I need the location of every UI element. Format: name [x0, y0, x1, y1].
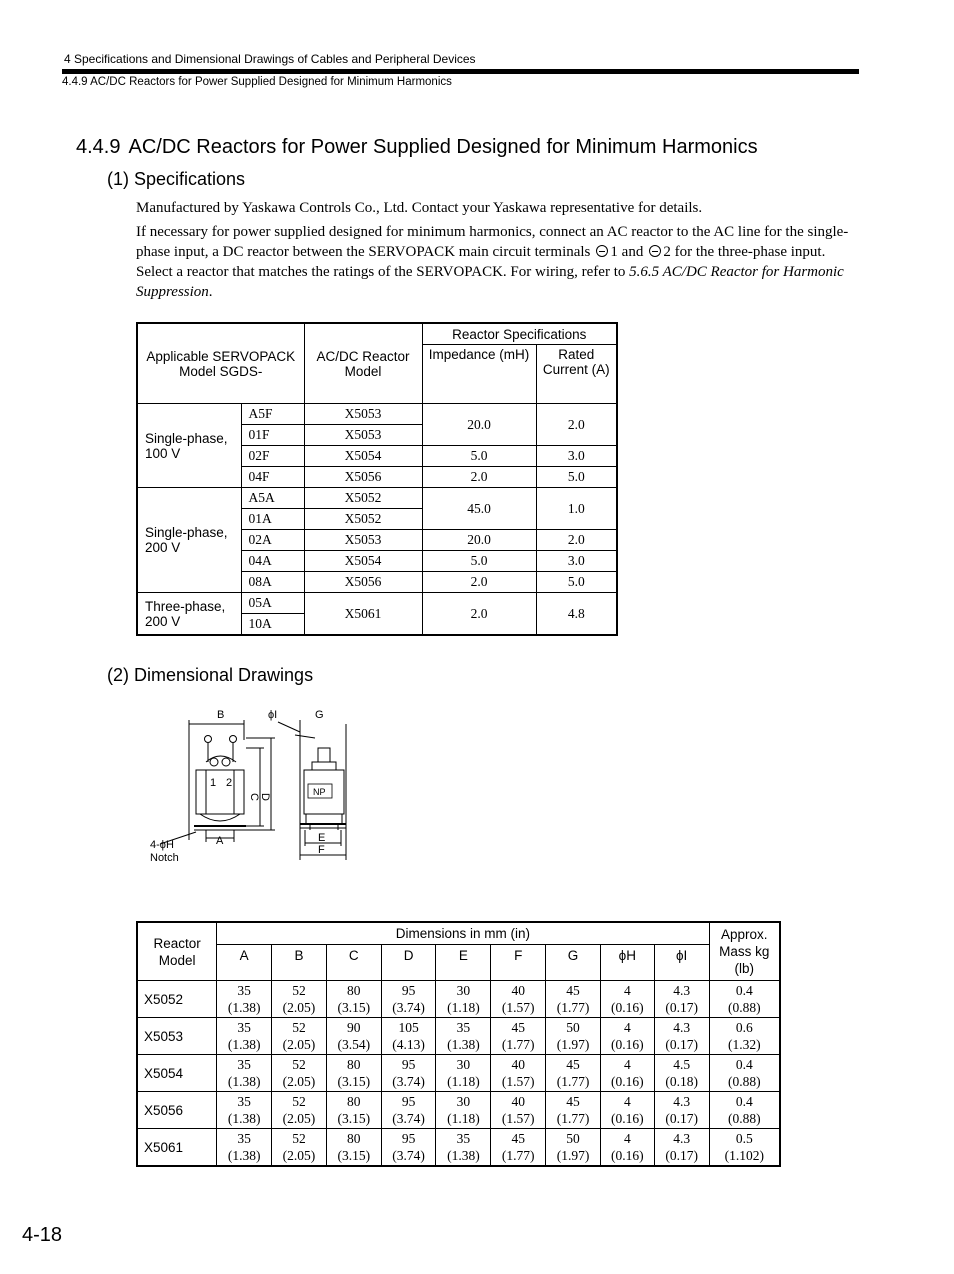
dim-label-c: C [248, 793, 260, 801]
dim-label-f: F [318, 844, 325, 856]
inch-value: (1.57) [501, 1111, 535, 1126]
dimension-cell [546, 1055, 601, 1092]
col-head-model: Applicable SERVOPACK Model SGDS- [137, 323, 304, 404]
impedance-cell: 2.0 [422, 467, 536, 488]
group-label: Single-phase, 200 V [137, 488, 241, 593]
mm-value: 40 [511, 1094, 525, 1109]
model-cell: 08A [241, 572, 304, 593]
col-head-reactor-model: Reactor Model [137, 922, 217, 981]
inch-value: (0.16) [611, 1037, 644, 1052]
inch-value: (3.74) [392, 1148, 425, 1163]
dim-label-g: G [315, 709, 324, 721]
dimension-cell [546, 981, 601, 1018]
dimension-cell [654, 1055, 709, 1092]
dimension-cell [491, 1092, 546, 1129]
mm-value: 35 [237, 1131, 251, 1146]
reactor-cell: X5052 [304, 488, 422, 509]
mm-value: 40 [511, 983, 525, 998]
specifications-heading: (1) Specifications [107, 169, 246, 189]
dim-label-e: E [318, 832, 326, 844]
section-number: 4.4.9 [76, 136, 121, 158]
dimension-cell [600, 1018, 654, 1055]
dimension-cell [217, 1129, 272, 1167]
table-row [137, 1018, 780, 1055]
mm-value: 4 [623, 983, 631, 998]
reactor-cell: X5056 [304, 467, 422, 488]
inch-value: (1.77) [556, 1074, 590, 1089]
mm-value: 4 [623, 1020, 631, 1035]
dim-label-d: D [259, 793, 271, 801]
mm-value: 4.3 [673, 983, 691, 998]
inch-value: (0.16) [611, 1148, 644, 1163]
mm-value: 35 [456, 1131, 471, 1146]
inch-value: (0.17) [665, 1037, 698, 1052]
dimension-cell [326, 1092, 381, 1129]
current-cell: 2.0 [536, 530, 617, 551]
inch-value: (1.38) [447, 1037, 480, 1052]
mm-value: 80 [347, 983, 361, 998]
inch-value: (1.77) [501, 1037, 535, 1052]
model-cell: 04F [241, 467, 304, 488]
mass-cell [709, 1129, 780, 1167]
inch-value: (1.57) [501, 1074, 535, 1089]
mm-value: 45 [566, 1057, 580, 1072]
inch-value: (0.17) [665, 1000, 698, 1015]
dimension-cell [326, 1055, 381, 1092]
col-head-specs: Reactor Specifications [422, 323, 617, 345]
dimension-cell [436, 1055, 491, 1092]
dimension-cell [272, 981, 327, 1018]
mm-value: 40 [511, 1057, 525, 1072]
mm-value: 30 [456, 1094, 471, 1109]
dimension-cell [436, 1092, 491, 1129]
running-header-chapter: 4 Specifications and Dimensional Drawings of Cables and Peripheral Devices [64, 52, 476, 66]
dimension-cell [217, 1018, 272, 1055]
inch-value: (3.15) [337, 1148, 371, 1163]
reactor-cell: X5061 [304, 593, 422, 636]
dimension-cell [436, 1129, 491, 1167]
dim-label-a: A [216, 835, 224, 847]
section-title [76, 136, 758, 159]
mm-value: 50 [566, 1020, 580, 1035]
impedance-cell: 5.0 [422, 551, 536, 572]
mass-cell [709, 1018, 780, 1055]
reactor-cell: X5052 [304, 509, 422, 530]
mm-value: 45 [566, 983, 580, 998]
mm-value: 35 [456, 1020, 471, 1035]
mm-value: 52 [292, 1094, 306, 1109]
front-view [160, 720, 275, 844]
dim-label-phi-i: ϕI [268, 709, 278, 721]
inch-value: (0.17) [665, 1148, 698, 1163]
page-number: 4-18 [22, 1224, 63, 1246]
mm-value: 4.5 [673, 1057, 691, 1072]
col-head-dim: E [436, 945, 491, 981]
table-row [137, 1055, 780, 1092]
inch-value: (0.18) [665, 1074, 698, 1089]
col-head-dim: D [381, 945, 436, 981]
table-row [137, 1129, 780, 1167]
running-header-section: 4.4.9 AC/DC Reactors for Power Supplied Designed for Minimum Harmonics [62, 76, 452, 88]
model-cell: 04A [241, 551, 304, 572]
dimension-cell [600, 981, 654, 1018]
dimension-cell [491, 1018, 546, 1055]
para2-a: If necessary for power supplied designed for minimum harmonics, connect an AC reactor to the AC line for the single-phase input, a DC reactor between the SERVOPACK main circuit terminals [136, 224, 849, 260]
inch-value: (0.17) [665, 1111, 698, 1126]
hole-label: 4-ϕH [150, 839, 174, 851]
col-head-dim: C [326, 945, 381, 981]
col-head-dim: ϕH [600, 945, 654, 981]
reactor-cell: X5054 [304, 446, 422, 467]
mm-value: 105 [398, 1020, 419, 1035]
inch-value: (3.15) [337, 1000, 371, 1015]
dimension-cell [600, 1129, 654, 1167]
dimension-cell [272, 1129, 327, 1167]
dimension-cell [546, 1129, 601, 1167]
mm-value: 35 [237, 1094, 251, 1109]
lb-value: (0.88) [727, 1111, 761, 1126]
current-cell: 1.0 [536, 488, 617, 530]
inch-value: (0.16) [611, 1074, 644, 1089]
dimension-cell [272, 1092, 327, 1129]
mass-cell [709, 1055, 780, 1092]
inch-value: (1.38) [227, 1111, 261, 1126]
reactor-dimension-drawing [140, 700, 360, 870]
col-head-dim: A [217, 945, 272, 981]
inch-value: (2.05) [282, 1037, 316, 1052]
header-rule [62, 69, 859, 74]
mm-value: 4.3 [673, 1020, 691, 1035]
kg-value: 0.4 [735, 983, 753, 998]
col-head-current: Rated Current (A) [536, 345, 617, 404]
mm-value: 35 [237, 1057, 251, 1072]
inch-value: (1.97) [556, 1148, 590, 1163]
dimension-cell [272, 1055, 327, 1092]
reactor-cell: X5053 [304, 425, 422, 446]
reactor-cell: X5053 [304, 530, 422, 551]
inch-value: (1.18) [447, 1074, 480, 1089]
inch-value: (1.57) [501, 1000, 535, 1015]
inch-value: (1.97) [556, 1037, 590, 1052]
mm-value: 50 [566, 1131, 580, 1146]
dimension-cell [272, 1018, 327, 1055]
dimension-cell [326, 1018, 381, 1055]
dimension-cell [326, 1129, 381, 1167]
dimension-cell [600, 1055, 654, 1092]
col-head-dim: F [491, 945, 546, 981]
model-cell: A5F [241, 404, 304, 425]
mass-cell [709, 1092, 780, 1129]
reactor-cell: X5056 [304, 572, 422, 593]
inch-value: (1.38) [227, 1074, 261, 1089]
impedance-cell: 2.0 [422, 572, 536, 593]
mm-value: 4 [623, 1131, 631, 1146]
reactor-dimension-table [136, 921, 781, 1167]
reactor-spec-table [136, 322, 618, 636]
inch-value: (2.05) [282, 1000, 316, 1015]
side-view [278, 720, 346, 860]
inch-value: (1.18) [447, 1000, 480, 1015]
model-cell: 02A [241, 530, 304, 551]
col-head-mass: Approx. Mass kg (lb) [709, 922, 780, 981]
mm-value: 95 [401, 1094, 416, 1109]
dimension-cell [381, 1129, 436, 1167]
model-cell: 02F [241, 446, 304, 467]
dimension-cell [381, 981, 436, 1018]
mm-value: 80 [347, 1057, 361, 1072]
current-cell: 3.0 [536, 551, 617, 572]
lb-value: (0.88) [727, 1074, 761, 1089]
mm-value: 95 [401, 1057, 416, 1072]
dimension-cell [546, 1018, 601, 1055]
group-label: Three-phase, 200 V [137, 593, 241, 636]
dimension-cell [654, 1092, 709, 1129]
section-title-text: AC/DC Reactors for Power Supplied Designed for Minimum Harmonics [128, 136, 758, 158]
kg-value: 0.4 [735, 1057, 753, 1072]
mm-value: 4 [623, 1094, 631, 1109]
inch-value: (1.38) [227, 1148, 261, 1163]
cross-reference-link[interactable]: 5.6.5 AC/DC Reactor for Harmonic Suppression [136, 264, 844, 300]
col-head-dim: B [272, 945, 327, 981]
current-cell: 5.0 [536, 572, 617, 593]
reactor-model-cell: X5052 [137, 981, 217, 1018]
terminal-label-1: 1 [210, 777, 217, 789]
dimension-cell [654, 981, 709, 1018]
lb-value: (1.102) [724, 1148, 764, 1163]
table-row [137, 981, 780, 1018]
mm-value: 52 [292, 1057, 306, 1072]
inch-value: (1.38) [447, 1148, 480, 1163]
reactor-model-cell: X5056 [137, 1092, 217, 1129]
mm-value: 45 [511, 1020, 525, 1035]
col-head-dim: G [546, 945, 601, 981]
model-cell: 01A [241, 509, 304, 530]
dimension-cell [491, 1055, 546, 1092]
reactor-cell: X5053 [304, 404, 422, 425]
para2-c: 2 for the three-phase input. Select a reactor that matches the ratings of the SERVOPACK. For wiring, refer to [136, 244, 826, 280]
kg-value: 0.5 [735, 1131, 753, 1146]
inch-value: (1.18) [447, 1111, 480, 1126]
dimension-cell [654, 1018, 709, 1055]
mm-value: 4 [623, 1057, 631, 1072]
mm-value: 30 [456, 1057, 471, 1072]
mm-value: 45 [511, 1131, 525, 1146]
dimension-cell [654, 1129, 709, 1167]
dimension-cell [381, 1018, 436, 1055]
mm-value: 90 [347, 1020, 361, 1035]
model-cell: A5A [241, 488, 304, 509]
mm-value: 35 [237, 983, 251, 998]
current-cell: 5.0 [536, 467, 617, 488]
inch-value: (1.38) [227, 1000, 261, 1015]
drawings-heading: (2) Dimensional Drawings [107, 665, 314, 685]
dimension-cell [491, 1129, 546, 1167]
inch-value: (0.16) [611, 1111, 644, 1126]
inch-value: (1.77) [556, 1111, 590, 1126]
terminal-label-2: 2 [226, 777, 233, 789]
mass-cell [709, 981, 780, 1018]
lb-value: (1.32) [727, 1037, 761, 1052]
dimension-cell [491, 981, 546, 1018]
specs-paragraph-1: Manufactured by Yaskawa Controls Co., Ltd. Contact your Yaskawa representative for details. [136, 200, 703, 216]
col-head-reactor: AC/DC Reactor Model [304, 323, 422, 404]
para2-end: . [208, 284, 213, 300]
current-cell: 3.0 [536, 446, 617, 467]
dimension-cell [217, 1055, 272, 1092]
impedance-cell: 20.0 [422, 530, 536, 551]
mm-value: 80 [347, 1131, 361, 1146]
inch-value: (3.74) [392, 1074, 425, 1089]
inch-value: (1.77) [501, 1148, 535, 1163]
model-cell: 01F [241, 425, 304, 446]
col-head-impedance: Impedance (mH) [422, 345, 536, 404]
dimension-cell [381, 1092, 436, 1129]
inch-value: (3.74) [392, 1111, 425, 1126]
inch-value: (1.77) [556, 1000, 590, 1015]
table-row [137, 1092, 780, 1129]
mm-value: 80 [347, 1094, 361, 1109]
minus-terminal-icon [649, 245, 661, 257]
mm-value: 45 [566, 1094, 580, 1109]
dimension-cell [217, 1092, 272, 1129]
impedance-cell: 5.0 [422, 446, 536, 467]
para2-b: 1 and [610, 244, 644, 260]
inch-value: (3.54) [337, 1037, 371, 1052]
inch-value: (1.38) [227, 1037, 261, 1052]
inch-value: (2.05) [282, 1111, 316, 1126]
mm-value: 52 [292, 983, 306, 998]
inch-value: (3.15) [337, 1074, 371, 1089]
impedance-cell: 2.0 [422, 593, 536, 636]
mm-value: 52 [292, 1020, 306, 1035]
mm-value: 52 [292, 1131, 306, 1146]
reactor-model-cell: X5053 [137, 1018, 217, 1055]
notch-label: Notch [150, 852, 179, 864]
reactor-cell: X5054 [304, 551, 422, 572]
inch-value: (3.15) [337, 1111, 371, 1126]
dimension-cell [436, 981, 491, 1018]
dimension-cell [217, 981, 272, 1018]
current-cell: 4.8 [536, 593, 617, 636]
inch-value: (3.74) [392, 1000, 425, 1015]
mm-value: 95 [401, 983, 416, 998]
reactor-model-cell: X5054 [137, 1055, 217, 1092]
reactor-model-cell: X5061 [137, 1129, 217, 1167]
model-cell: 05A [241, 593, 304, 614]
model-cell: 10A [241, 614, 304, 636]
dim-label-b: B [217, 709, 225, 721]
group-label: Single-phase, 100 V [137, 404, 241, 488]
col-head-dim: ϕI [654, 945, 709, 981]
impedance-cell: 45.0 [422, 488, 536, 530]
inch-value: (2.05) [282, 1074, 316, 1089]
mm-value: 4.3 [673, 1094, 691, 1109]
dimension-cell [436, 1018, 491, 1055]
specs-paragraph-2 [136, 222, 858, 302]
kg-value: 0.6 [735, 1020, 753, 1035]
mm-value: 30 [456, 983, 471, 998]
dimension-cell [326, 981, 381, 1018]
impedance-cell: 20.0 [422, 404, 536, 446]
kg-value: 0.4 [735, 1094, 753, 1109]
mm-value: 4.3 [673, 1131, 691, 1146]
col-head-dimensions: Dimensions in mm (in) [217, 922, 709, 945]
inch-value: (2.05) [282, 1148, 316, 1163]
dimension-cell [546, 1092, 601, 1129]
inch-value: (4.13) [392, 1037, 425, 1052]
mm-value: 35 [237, 1020, 251, 1035]
lb-value: (0.88) [727, 1000, 761, 1015]
dimension-cell [381, 1055, 436, 1092]
dimension-cell [600, 1092, 654, 1129]
np-label: NP [313, 787, 326, 797]
mm-value: 95 [401, 1131, 416, 1146]
minus-terminal-icon [596, 245, 608, 257]
inch-value: (0.16) [611, 1000, 644, 1015]
current-cell: 2.0 [536, 404, 617, 446]
